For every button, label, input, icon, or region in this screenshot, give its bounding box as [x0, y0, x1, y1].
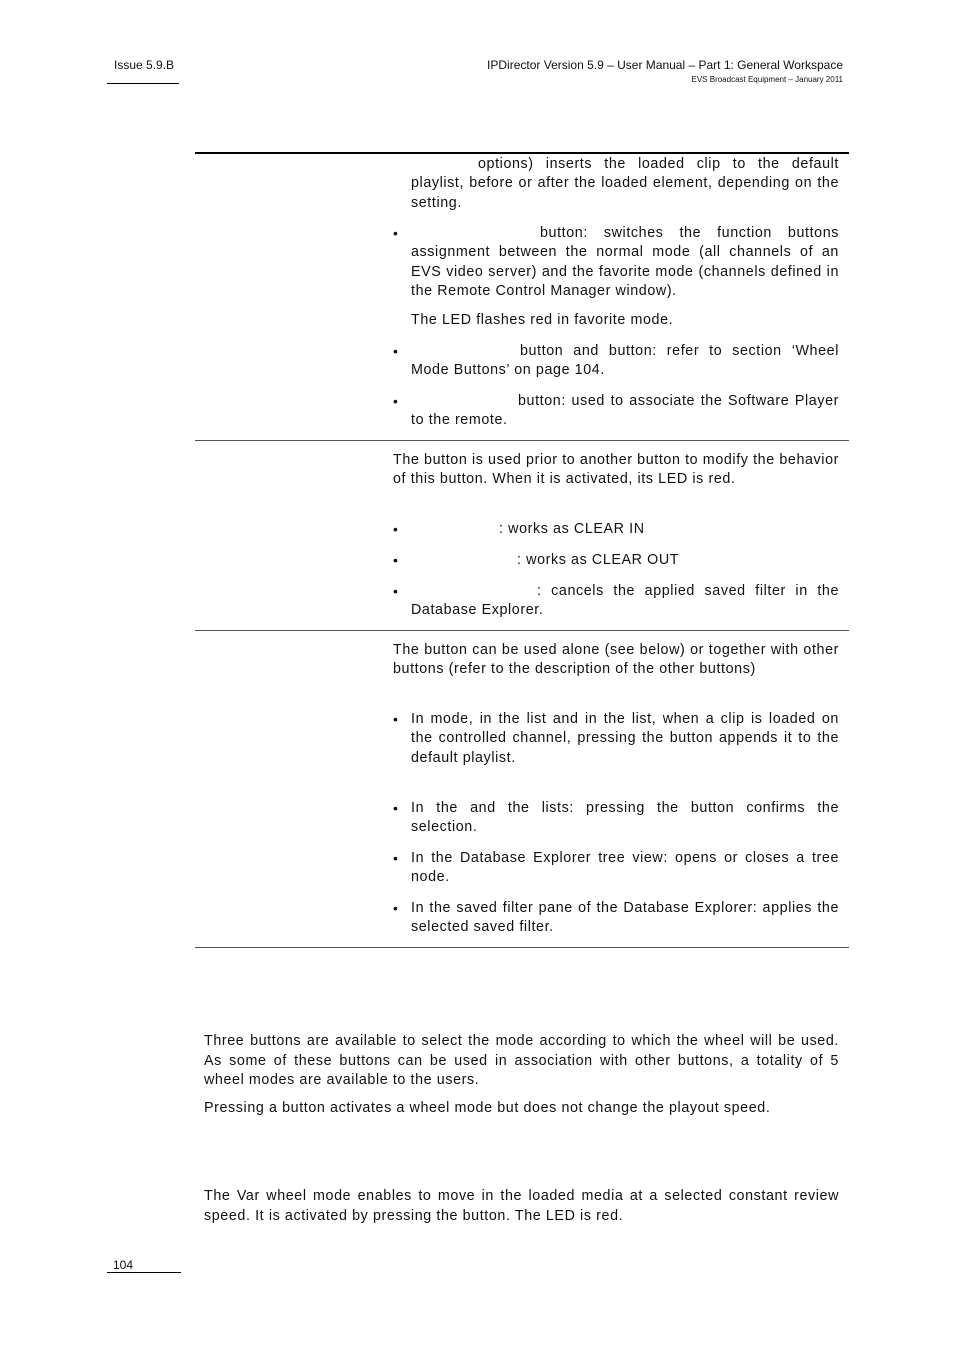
- row2-bullet-3: : cancels the applied saved filter in the Database Explorer.: [411, 583, 839, 619]
- table-top-rule: [195, 152, 849, 154]
- manual-title: IPDirector Version 5.9 – User Manual – Part 1: General Workspace: [487, 58, 843, 72]
- header-left-rule: [107, 83, 179, 84]
- issue-label: Issue 5.9.B: [114, 58, 175, 72]
- bullet: •: [393, 225, 398, 241]
- bullet: •: [393, 583, 398, 599]
- bullet: •: [393, 393, 398, 409]
- page-number: 104: [113, 1258, 134, 1272]
- var-wheel-mode-paragraph: The Var wheel mode enables to move in the loaded media at a selected constant review speed. It is activated by pressing the button. The LED is red.: [204, 1188, 839, 1224]
- row3-bullet-1: In mode, in the list and in the list, when a clip is loaded on the controlled channel, pressing the button appends it to the default playlist.: [411, 711, 839, 766]
- row3-intro: The button can be used alone (see below) or together with other buttons (refer to the description of the other buttons): [393, 642, 839, 678]
- row1-bullet-3: button: used to associate the Software Player to the remote.: [411, 393, 839, 429]
- row3-bullet-3: In the Database Explorer tree view: opens or closes a tree node.: [411, 850, 839, 886]
- bullet: •: [393, 850, 398, 866]
- bullet: •: [393, 552, 398, 568]
- row2-bullet-1: : works as CLEAR IN: [499, 521, 645, 537]
- wheel-mode-button-paragraph: Pressing a button activates a wheel mode but does not change the playout speed.: [204, 1100, 771, 1116]
- bullet: •: [393, 900, 398, 916]
- row3-bullet-4: In the saved filter pane of the Database Explorer: applies the selected saved filter.: [411, 900, 839, 936]
- row2-bullet-2: : works as CLEAR OUT: [517, 552, 680, 568]
- bullet: •: [393, 343, 398, 359]
- table-bottom-rule: [195, 947, 849, 948]
- bullet: •: [393, 711, 398, 727]
- row1-bullet-1-note: [411, 311, 839, 330]
- row1-note-text: The LED flashes red in favorite mode.: [411, 312, 674, 328]
- row3-bullet-2: In the and the lists: pressing the button confirms the selection.: [411, 800, 839, 836]
- table-row-rule: [195, 630, 849, 631]
- page-header: [487, 58, 843, 84]
- row2-intro: The button is used prior to another button to modify the behavior of this button. When it is activated, its LED is red.: [393, 452, 839, 488]
- manual-subtitle: EVS Broadcast Equipment – January 2011: [691, 75, 843, 84]
- row1-bullet-2: button and button: refer to section ‘Wheel Mode Buttons’ on page 104.: [411, 343, 839, 379]
- bullet: •: [393, 521, 398, 537]
- footer-rule: [107, 1272, 181, 1273]
- table-row-rule: [195, 440, 849, 441]
- bullet: •: [393, 800, 398, 816]
- wheel-modes-paragraph: Three buttons are available to select the mode according to which the wheel will be used. As some of these buttons can be used in association with other buttons, a totality of 5 wheel modes are available to the users.: [204, 1033, 839, 1089]
- row1-continuation: options) inserts the loaded clip to the default playlist, before or after the loaded element, depending on the setting.: [411, 156, 839, 211]
- row1-bullet-1: button: switches the function buttons assignment between the normal mode (all channels of an EVS video server) and the favorite mode (channels defined in the Remote Control Manager window).: [411, 225, 839, 299]
